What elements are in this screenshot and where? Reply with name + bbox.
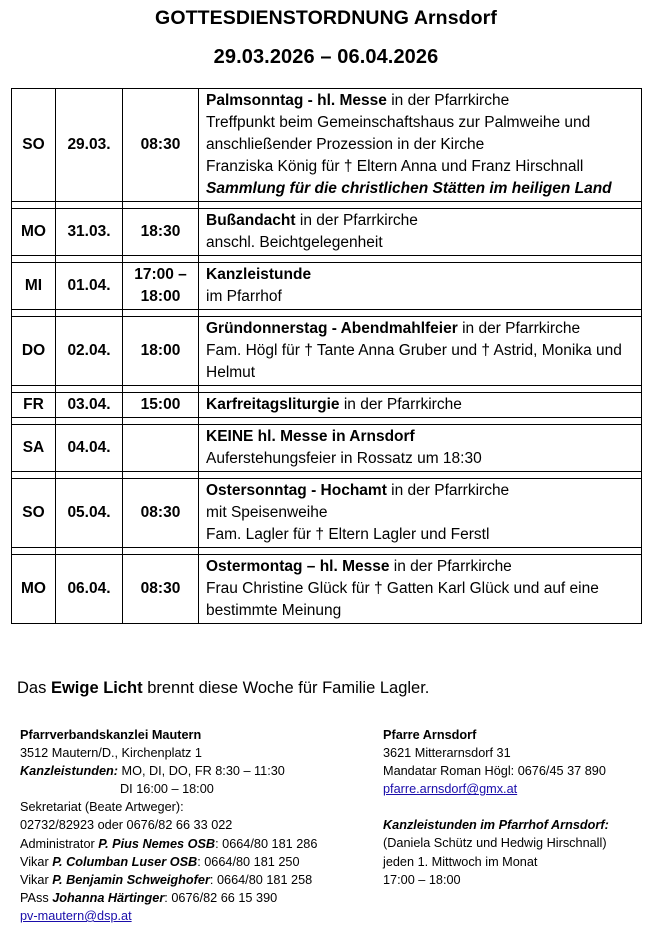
schedule-row — [12, 555, 642, 624]
gap-cell — [123, 418, 199, 425]
date-cell: 06.04. — [56, 555, 123, 624]
email-link[interactable]: pfarre.arnsdorf@gmx.at — [383, 782, 518, 797]
staff-line — [20, 835, 317, 853]
time-cell: 15:00 — [123, 393, 199, 418]
event-location: in der Pfarrkirche — [386, 92, 510, 109]
day-cell: SO — [12, 89, 56, 202]
gap-cell — [12, 548, 56, 555]
event-title-line — [206, 426, 635, 448]
office-hours-time: 17:00 – 18:00 — [383, 872, 461, 887]
event-detail: im Pfarrhof — [206, 288, 282, 305]
contact-address: 3621 Mitterarnsdorf 31 — [383, 746, 511, 761]
event-title-line — [206, 480, 635, 502]
office-hours-when: jeden 1. Mittwoch im Monat — [383, 854, 538, 869]
ewiges-licht-note — [17, 679, 429, 698]
event-title: Palmsonntag - hl. Messe — [206, 92, 387, 109]
gap-cell — [12, 202, 56, 209]
gap-cell — [12, 418, 56, 425]
contact-arnsdorf — [383, 726, 609, 889]
event-detail: mit Speisenweihe — [206, 504, 328, 521]
contact-heading: Pfarrverbandskanzlei Mautern — [20, 728, 202, 742]
staff-phone: : 0676/82 66 15 390 — [164, 890, 278, 905]
event-title-line — [206, 394, 635, 416]
row-gap — [12, 310, 642, 317]
event-note: Sammlung für die christlichen Stätten im heiligen Land — [206, 180, 612, 197]
description-cell — [199, 393, 642, 418]
date-cell: 01.04. — [56, 263, 123, 310]
date-cell: 05.04. — [56, 479, 123, 548]
row-gap — [12, 548, 642, 555]
time-cell: 17:00 – 18:00 — [123, 263, 199, 310]
event-title: Gründonnerstag - Abendmahlfeier — [206, 320, 458, 337]
staff-phone: : 0664/80 181 258 — [209, 872, 313, 887]
staff-name: P. Benjamin Schweighofer — [52, 872, 210, 887]
schedule-row — [12, 393, 642, 418]
date-range: 29.03.2026 – 06.04.2026 — [213, 46, 439, 68]
description-cell — [199, 479, 642, 548]
gap-cell — [56, 472, 123, 479]
event-location: in der Pfarrkirche — [389, 558, 512, 575]
staff-role: Administrator — [20, 836, 99, 851]
gap-cell — [12, 386, 56, 393]
schedule-row — [12, 479, 642, 548]
event-location: in der Pfarrkirche — [295, 212, 418, 229]
event-location: in der Pfarrkirche — [386, 482, 510, 499]
day-cell: MO — [12, 209, 56, 256]
office-hours-1 — [20, 762, 317, 780]
staff-line — [20, 889, 317, 907]
schedule-row — [12, 209, 642, 256]
gap-cell — [123, 202, 199, 209]
gap-cell — [123, 310, 199, 317]
description-cell — [199, 263, 642, 310]
gap-cell — [56, 386, 123, 393]
office-hours-heading: Kanzleistunden im Pfarrhof Arnsdorf: — [383, 818, 609, 833]
event-title: Karfreitagsliturgie — [206, 396, 340, 413]
staff-line — [20, 871, 317, 889]
event-detail: anschl. Beichtgelegenheit — [206, 234, 383, 251]
date-cell: 03.04. — [56, 393, 123, 418]
schedule-row — [12, 263, 642, 310]
gap-cell — [199, 310, 642, 317]
staff-phone: : 0664/80 181 286 — [215, 836, 318, 851]
date-cell: 31.03. — [56, 209, 123, 256]
date-cell: 29.03. — [56, 89, 123, 202]
gap-cell — [12, 472, 56, 479]
staff-list — [20, 835, 317, 907]
event-detail: Treffpunkt beim Gemeinschaftshaus zur Palmweihe und anschließender Prozession in der Kirche — [206, 114, 591, 153]
time-cell: 08:30 — [123, 479, 199, 548]
row-gap — [12, 418, 642, 425]
staff-role: Vikar — [20, 872, 53, 887]
gap-cell — [12, 256, 56, 263]
gap-cell — [56, 418, 123, 425]
day-cell: SA — [12, 425, 56, 472]
date-cell: 02.04. — [56, 317, 123, 386]
gap-cell — [199, 472, 642, 479]
ewiges-licht-suffix: brennt diese Woche für Familie Lagler. — [142, 679, 430, 697]
contact-heading: Pfarre Arnsdorf — [383, 728, 477, 742]
gap-cell — [123, 472, 199, 479]
event-detail: Frau Christine Glück für † Gatten Karl Glück und auf eine bestimmte Meinung — [206, 580, 599, 619]
office-hours-names: (Daniela Schütz und Hedwig Hirschnall) — [383, 836, 607, 851]
row-gap — [12, 202, 642, 209]
event-detail: Fam. Högl für † Tante Anna Gruber und † Astrid, Monika und Helmut — [206, 342, 622, 381]
office-hours-label: Kanzleistunden: — [20, 764, 118, 779]
staff-name: P. Pius Nemes OSB — [98, 836, 216, 851]
event-title-line — [206, 90, 635, 112]
staff-line — [20, 853, 317, 871]
day-cell: SO — [12, 479, 56, 548]
schedule-table — [11, 88, 642, 624]
event-location: in der Pfarrkirche — [339, 396, 462, 413]
time-cell: 08:30 — [123, 89, 199, 202]
day-cell: MO — [12, 555, 56, 624]
description-cell — [199, 209, 642, 256]
day-cell: FR — [12, 393, 56, 418]
description-cell — [199, 89, 642, 202]
page-title: GOTTESDIENSTORDNUNG Arnsdorf — [155, 7, 497, 29]
day-cell: DO — [12, 317, 56, 386]
schedule-row — [12, 425, 642, 472]
staff-phone: : 0664/80 181 250 — [197, 854, 300, 869]
sekretariat: Sekretariat (Beate Artweger): — [20, 800, 184, 815]
gap-cell — [199, 256, 642, 263]
description-cell — [199, 425, 642, 472]
time-cell — [123, 425, 199, 472]
event-title-line — [206, 264, 635, 286]
day-cell: MI — [12, 263, 56, 310]
date-cell: 04.04. — [56, 425, 123, 472]
gap-cell — [199, 548, 642, 555]
event-location: in der Pfarrkirche — [457, 320, 581, 337]
row-gap — [12, 472, 642, 479]
time-cell: 08:30 — [123, 555, 199, 624]
row-gap — [12, 256, 642, 263]
staff-name: Johanna Härtinger — [52, 890, 165, 905]
staff-role: Vikar — [20, 854, 53, 869]
event-title-line — [206, 556, 635, 578]
ewiges-licht-bold: Ewige Licht — [50, 679, 143, 697]
contact-address: 3512 Mautern/D., Kirchenplatz 1 — [20, 746, 202, 761]
gap-cell — [12, 310, 56, 317]
event-title: KEINE hl. Messe in Arnsdorf — [206, 428, 415, 445]
mandatar: Mandatar Roman Högl: 0676/45 37 890 — [383, 764, 606, 779]
sekretariat-phone: 02732/82923 oder 0676/82 66 33 022 — [20, 818, 233, 833]
gap-cell — [56, 310, 123, 317]
schedule-row — [12, 317, 642, 386]
time-cell: 18:00 — [123, 317, 199, 386]
description-cell — [199, 317, 642, 386]
gap-cell — [123, 386, 199, 393]
event-detail: Auferstehungsfeier in Rossatz um 18:30 — [206, 450, 482, 467]
event-title: Ostersonntag - Hochamt — [206, 482, 387, 499]
office-hours-2: DI 16:00 – 18:00 — [120, 782, 214, 797]
gap-cell — [123, 548, 199, 555]
gap-cell — [199, 386, 642, 393]
gap-cell — [123, 256, 199, 263]
event-title: Bußandacht — [206, 212, 296, 229]
event-detail: Fam. Lagler für † Eltern Lagler und Ferstl — [206, 526, 490, 543]
event-title-line — [206, 210, 635, 232]
time-cell: 18:30 — [123, 209, 199, 256]
staff-role: PAss — [20, 890, 53, 905]
event-detail: Franziska König für † Eltern Anna und Franz Hirschnall — [206, 158, 584, 175]
gap-cell — [199, 418, 642, 425]
schedule-row — [12, 89, 642, 202]
office-hours-value: MO, DI, DO, FR 8:30 – 11:30 — [117, 764, 285, 779]
staff-name: P. Columban Luser OSB — [52, 854, 198, 869]
gap-cell — [56, 256, 123, 263]
gap-cell — [199, 202, 642, 209]
description-cell — [199, 555, 642, 624]
gap-cell — [56, 548, 123, 555]
event-title: Kanzleistunde — [206, 266, 312, 283]
email-link[interactable]: pv-mautern@dsp.at — [20, 908, 132, 923]
contact-mautern — [20, 726, 317, 925]
row-gap — [12, 386, 642, 393]
event-title-line — [206, 318, 635, 340]
event-title: Ostermontag – hl. Messe — [206, 558, 390, 575]
ewiges-licht-prefix: Das — [17, 679, 51, 697]
gap-cell — [56, 202, 123, 209]
